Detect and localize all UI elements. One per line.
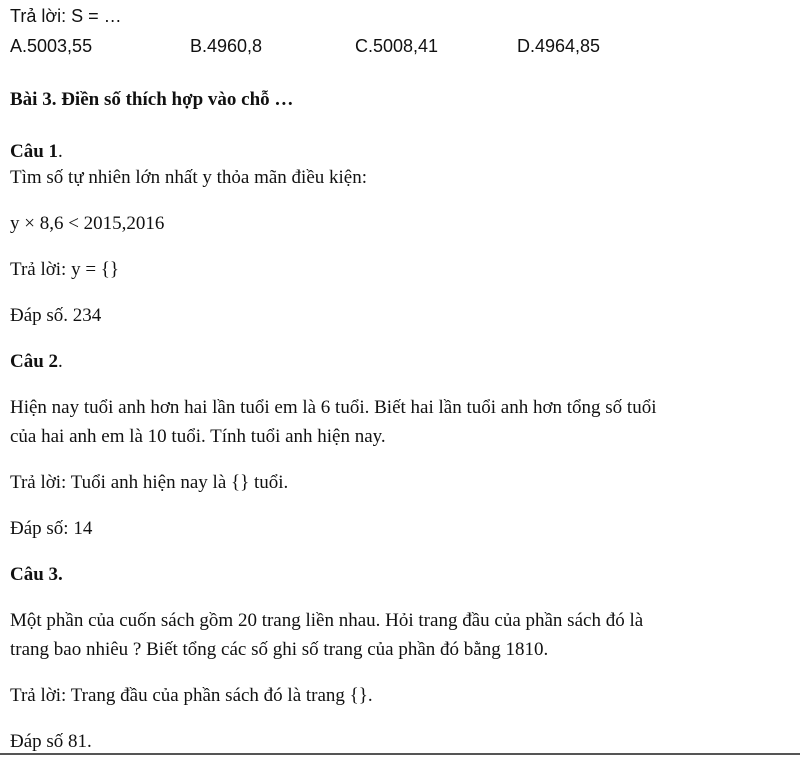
option-d-letter: D. xyxy=(517,36,535,56)
option-c-value: 5008,41 xyxy=(373,36,439,56)
option-b xyxy=(190,36,262,57)
question-3-answer: Trả lời: Trang đầu của phần sách đó là trang {}. xyxy=(10,685,373,706)
option-c-letter: C. xyxy=(355,36,373,56)
question-1-label: Câu 1. xyxy=(10,141,63,162)
previous-answer-line: Trả lời: S = … xyxy=(10,6,122,26)
question-2-prompt-line-1: Hiện nay tuổi anh hơn hai lần tuổi em là 6 tuổi. Biết hai lần tuổi anh hơn tổng số tuổi xyxy=(10,397,657,418)
option-d-value: 4964,85 xyxy=(535,36,601,56)
option-d xyxy=(517,36,600,57)
question-3-label: Câu 3. xyxy=(10,564,63,585)
question-2-label: Câu 2. xyxy=(10,351,63,372)
question-2-prompt-line-2: của hai anh em là 10 tuổi. Tính tuổi anh hiện nay. xyxy=(10,426,386,447)
page-bottom-divider xyxy=(0,753,800,755)
option-c xyxy=(355,36,438,57)
question-1-solution: Đáp số. 234 xyxy=(10,305,102,326)
question-2-answer: Trả lời: Tuổi anh hiện nay là {} tuổi. xyxy=(10,472,289,493)
question-1-formula: y × 8,6 < 2015,2016 xyxy=(10,213,165,234)
section-title: Bài 3. Điền số thích hợp vào chỗ … xyxy=(10,89,294,110)
option-a xyxy=(10,36,92,57)
option-b-value: 4960,8 xyxy=(207,36,263,56)
option-a-letter: A. xyxy=(10,36,28,56)
question-3-prompt-line-1: Một phần của cuốn sách gồm 20 trang liền nhau. Hỏi trang đầu của phần sách đó là xyxy=(10,610,644,631)
question-2-solution: Đáp số: 14 xyxy=(10,518,93,539)
question-1-prompt: Tìm số tự nhiên lớn nhất y thỏa mãn điều kiện: xyxy=(10,167,368,188)
question-3-solution: Đáp số 81. xyxy=(10,731,92,752)
question-3-prompt-line-2: trang bao nhiêu ? Biết tổng các số ghi số trang của phần đó bằng 1810. xyxy=(10,639,549,660)
option-a-value: 5003,55 xyxy=(27,36,93,56)
option-b-letter: B. xyxy=(190,36,208,56)
question-1-answer: Trả lời: y = {} xyxy=(10,259,120,280)
